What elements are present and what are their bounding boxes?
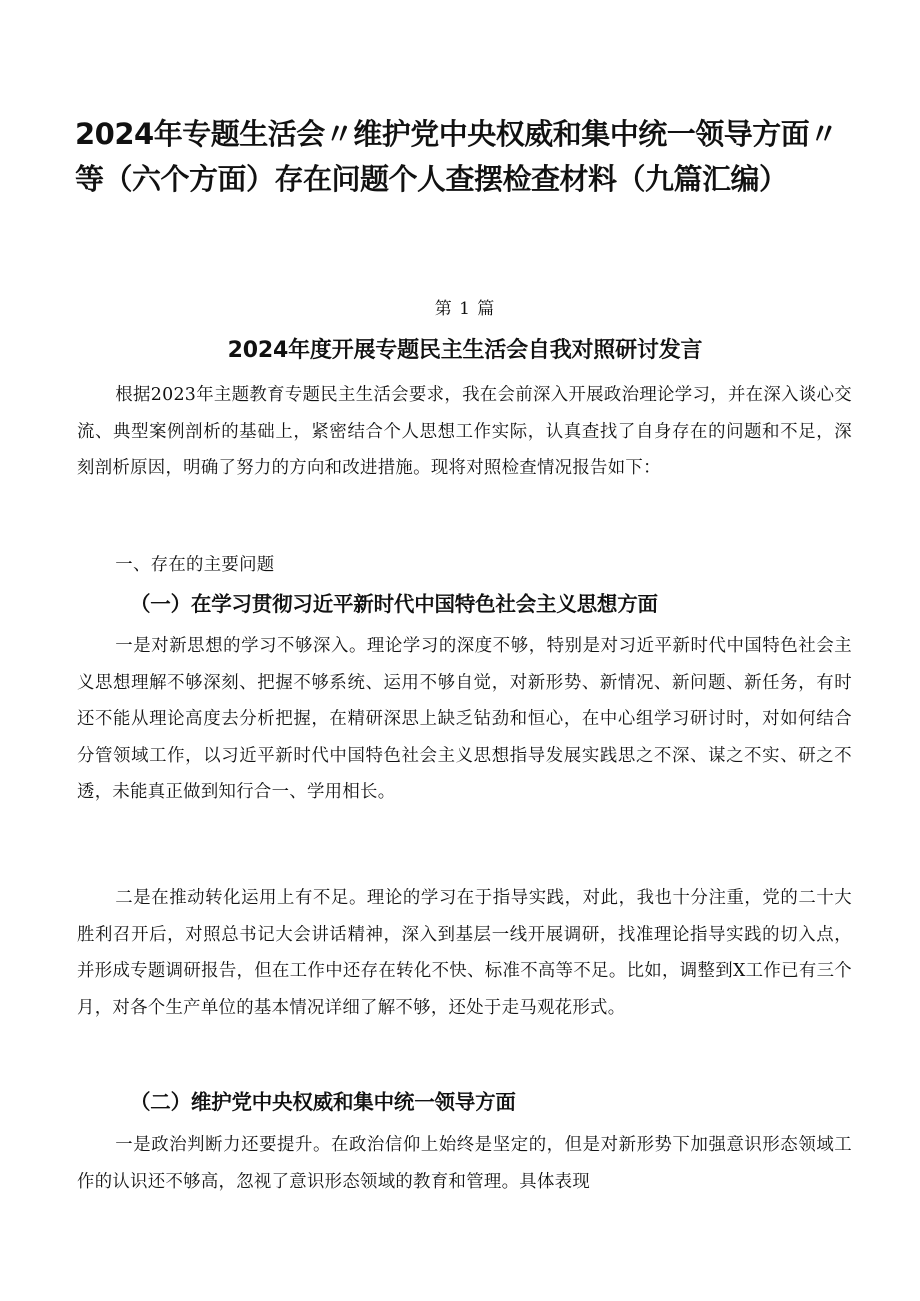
part-label: 第 1 篇: [434, 299, 496, 319]
section-1-paragraph-1: 一是对新思想的学习不够深入。理论学习的深度不够，特别是对习近平新时代中国特色社会主义思想理解不够深刻、把握不够系统、运用不够自觉，对新形势、新情况、新问题、新任务，有时还不能从理论高度去分析把握，在精研深思上缺乏钻劲和恒心，在中心组学习研讨时，对如何结合分管领域工作，以习近平新时代中国特色社会主义思想指导发展实践思之不深、谋之不实、研之不透，未能真正做到知行合一、学用相长。: [77, 636, 852, 803]
main-problems-heading: 一、存在的主要问题: [115, 555, 275, 575]
section-2-paragraph-1: 一是政治判断力还要提升。在政治信仰上始终是坚定的，但是对新形势下加强意识形态领域工作的认识还不够高，忽视了意识形态领域的教育和管理。具体表现: [77, 1135, 852, 1192]
intro-paragraph: 根据2023年主题教育专题民主生活会要求，我在会前深入开展政治理论学习，并在深入谈心交流、典型案例剖析的基础上，紧密结合个人思想工作实际，认真查找了自身存在的问题和不足，深刻剖析原因，明确了努力的方向和改进措施。现将对照检查情况报告如下：: [77, 385, 852, 479]
section-1-heading: （一）在学习贯彻习近平新时代中国特色社会主义思想方面: [130, 592, 658, 616]
document-title: 2024年专题生活会〃维护党中央权威和集中统一领导方面〃等（六个方面）存在问题个人查摆检查材料（九篇汇编）: [75, 117, 838, 196]
section-2-heading: （二）维护党中央权威和集中统一领导方面: [130, 1090, 516, 1114]
speech-title: 2024年度开展专题民主生活会自我对照研讨发言: [227, 338, 703, 363]
section-1-paragraph-2: 二是在推动转化运用上有不足。理论的学习在于指导实践，对此，我也十分注重，党的二十大胜利召开后，对照总书记大会讲话精神，深入到基层一线开展调研，找准理论指导实践的切入点，并形成专题调研报告，但在工作中还存在转化不快、标准不高等不足。比如，调整到X工作已有三个月，对各个生产单位的基本情况详细了解不够，还处于走马观花形式。: [77, 888, 852, 1018]
